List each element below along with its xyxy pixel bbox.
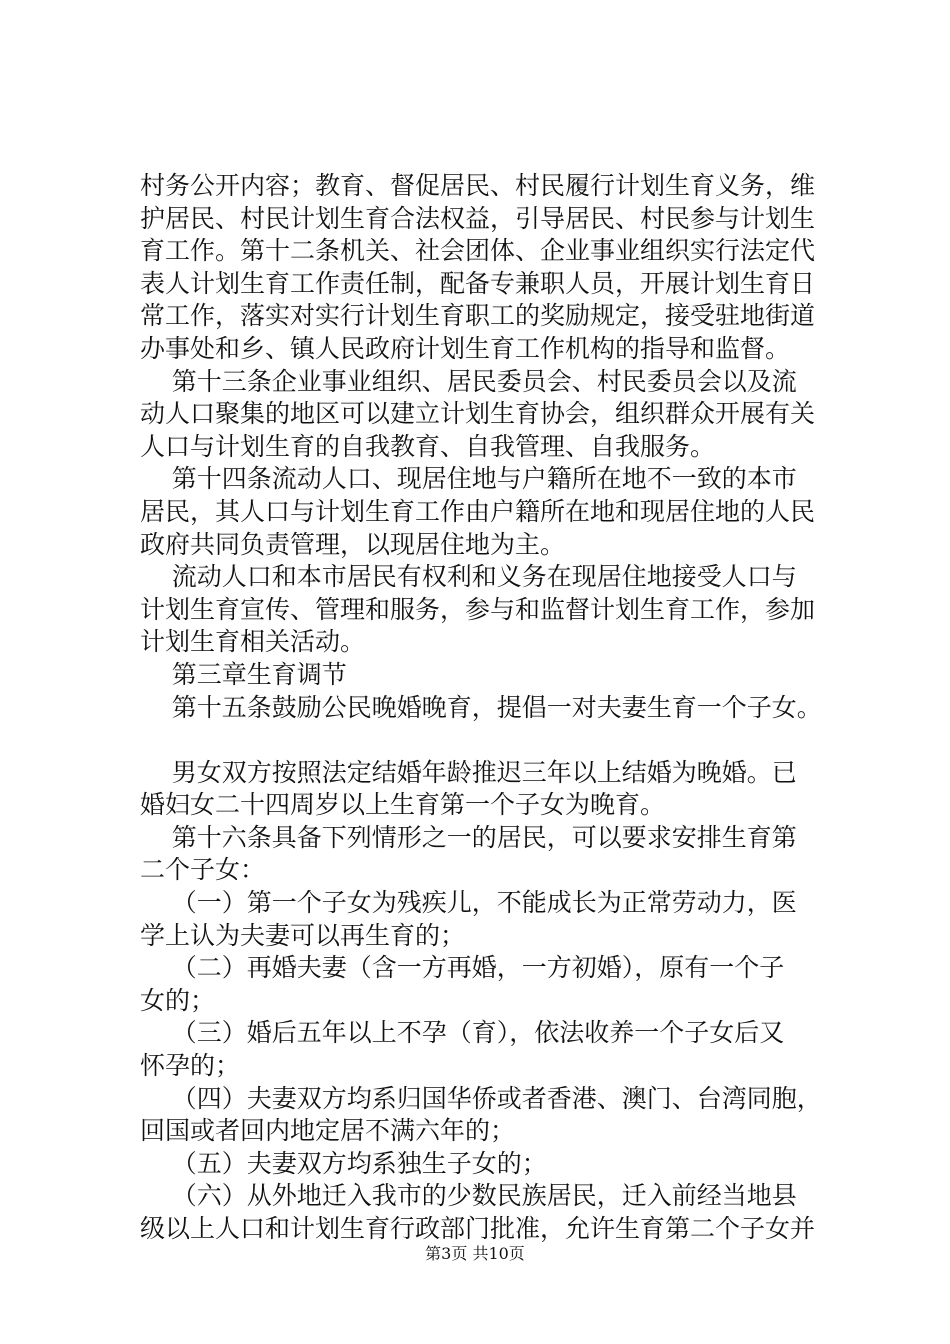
- text-line: 办事处和乡、镇人民政府计划生育工作机构的指导和监督。: [140, 333, 791, 363]
- text-line: 表人计划生育工作责任制，配备专兼职人员，开展计划生育日: [140, 268, 816, 298]
- text-line: 级以上人口和计划生育行政部门批准，允许生育第二个子女并: [140, 1214, 816, 1243]
- text-line: 计划生育相关活动。: [140, 627, 366, 657]
- text-line: （二）再婚夫妻（含一方再婚，一方初婚），原有一个子: [140, 953, 785, 983]
- text-line: 怀孕的；: [140, 1051, 241, 1081]
- text-line: 婚妇女二十四周岁以上生育第一个子女为晚育。: [140, 790, 666, 820]
- text-line: 人口与计划生育的自我教育、自我管理、自我服务。: [140, 431, 716, 461]
- text-line: 育工作。第十二条机关、社会团体、企业事业组织实行法定代: [140, 236, 816, 266]
- text-line: （一）第一个子女为残疾儿，不能成长为正常劳动力，医: [140, 888, 797, 918]
- text-line: 动人口聚集的地区可以建立计划生育协会，组织群众开展有关: [140, 399, 816, 429]
- text-line: 居民，其人口与计划生育工作由户籍所在地和现居住地的人民: [140, 496, 816, 526]
- text-line: （六）从外地迁入我市的少数民族居民，迁入前经当地县: [140, 1181, 797, 1211]
- document-body: [140, 170, 840, 1246]
- text-line: 二个子女：: [140, 855, 266, 885]
- text-line: 学上认为夫妻可以再生育的；: [140, 920, 466, 950]
- text-line: 第十三条企业事业组织、居民委员会、村民委员会以及流: [140, 366, 797, 396]
- text-line: 回国或者回内地定居不满六年的；: [140, 1116, 516, 1146]
- page-footer: 第3页 共10页: [425, 1244, 525, 1263]
- text-line: （五）夫妻双方均系独生子女的；: [140, 1148, 547, 1178]
- text-line: （三）婚后五年以上不孕（育），依法收养一个子女后又: [140, 1018, 785, 1048]
- text-line: 第三章生育调节: [140, 659, 347, 689]
- text-line: 第十六条具备下列情形之一的居民，可以要求安排生育第: [140, 822, 797, 852]
- text-line: 常工作，落实对实行计划生育职工的奖励规定，接受驻地街道: [140, 301, 816, 331]
- text-line: 护居民、村民计划生育合法权益，引导居民、村民参与计划生: [140, 203, 816, 233]
- text-line: 村务公开内容；教育、督促居民、村民履行计划生育义务，维: [140, 171, 816, 200]
- text-line: 第十五条鼓励公民晚婚晚育，提倡一对夫妻生育一个子女。: [140, 692, 822, 722]
- text-line: （四）夫妻双方均系归国华侨或者香港、澳门、台湾同胞，: [140, 1083, 822, 1113]
- text-line: 第十四条流动人口、现居住地与户籍所在地不一致的本市: [140, 464, 797, 494]
- text-line: 政府共同负责管理，以现居住地为主。: [140, 529, 566, 559]
- text-line: 女的；: [140, 985, 216, 1015]
- text-line: 男女双方按照法定结婚年龄推迟三年以上结婚为晚婚。已: [140, 757, 797, 787]
- text-line: [140, 724, 840, 757]
- text-line: 计划生育宣传、管理和服务，参与和监督计划生育工作，参加: [140, 594, 816, 624]
- text-line: 流动人口和本市居民有权利和义务在现居住地接受人口与: [140, 562, 797, 592]
